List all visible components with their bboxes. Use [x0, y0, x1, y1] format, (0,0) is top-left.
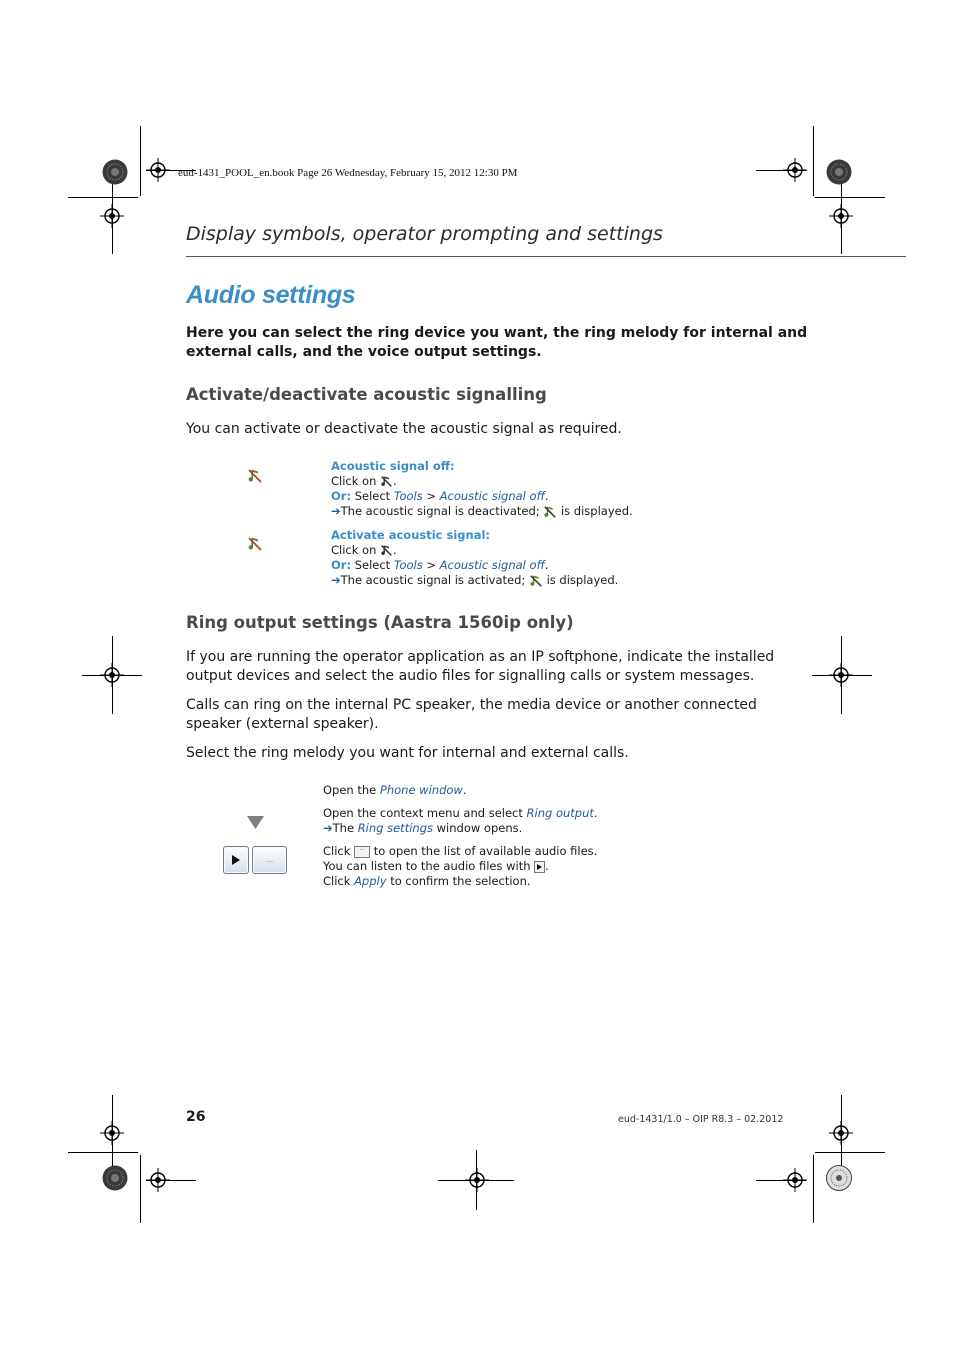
play-button[interactable] — [223, 846, 249, 874]
result-arrow-icon: ➔ — [331, 504, 341, 518]
step-open-phone-window — [323, 783, 466, 798]
result-arrow-icon: ➔ — [323, 821, 333, 835]
step-text: Select — [354, 558, 391, 572]
ref-phone-window: Phone window — [379, 783, 463, 797]
step-text: Click — [323, 844, 351, 858]
paragraph-line: If you are running the operator application as an IP softphone, indicate the installed — [186, 649, 775, 665]
registration-target-icon — [465, 1168, 489, 1192]
registration-target-icon — [829, 1121, 853, 1145]
section-heading-ring-output: Ring output settings (Aastra 1560ip only) — [186, 613, 574, 632]
crop-mark — [813, 1155, 814, 1223]
browse-audio-files-button[interactable] — [252, 846, 287, 874]
registration-target-icon — [100, 663, 124, 687]
step-result — [331, 573, 618, 588]
step-label: Acoustic signal off: — [331, 459, 455, 473]
play-icon — [232, 855, 240, 865]
crop-mark — [815, 1152, 885, 1153]
context-menu-triangle-icon[interactable] — [247, 816, 264, 829]
result-arrow-icon: ➔ — [331, 573, 341, 587]
step-text: . — [544, 489, 549, 503]
menu-ref-acoustic-off: Acoustic signal off — [439, 489, 545, 503]
ref-ring-settings: Ring settings — [357, 821, 433, 835]
step-line — [331, 489, 633, 504]
step-line — [331, 558, 618, 573]
chapter-title: Display symbols, operator prompting and settings — [186, 223, 663, 245]
step-text: The acoustic signal is deactivated; — [340, 504, 540, 518]
ellipsis-button-icon: ··· — [354, 846, 370, 858]
paragraph-line: speaker (external speaker). — [186, 716, 379, 732]
acoustic-signal-icon[interactable] — [247, 536, 263, 552]
or-label: Or: — [331, 558, 352, 572]
section-paragraph — [186, 696, 757, 734]
ref-apply: Apply — [354, 874, 387, 888]
step-text: Open the context menu and select — [323, 806, 523, 820]
color-rosette-icon — [102, 159, 128, 185]
step-line — [323, 874, 597, 889]
menu-separator: > — [426, 489, 437, 503]
menu-ref-tools: Tools — [393, 558, 423, 572]
crop-mark — [68, 1152, 138, 1153]
print-book-line: eud-1431_POOL_en.book Page 26 Wednesday, February 15, 2012 12:30 PM — [178, 167, 518, 179]
step-text: The — [332, 821, 355, 835]
registration-target-icon — [100, 1121, 124, 1145]
crop-mark — [68, 197, 138, 198]
step-label: Activate acoustic signal: — [331, 528, 490, 542]
registration-target-icon — [829, 663, 853, 687]
ellipsis-label: ... — [265, 855, 274, 864]
section-heading-acoustic: Activate/deactivate acoustic signalling — [186, 385, 547, 404]
step-line — [323, 806, 598, 821]
intro-text — [186, 324, 807, 362]
color-rosette-icon — [826, 1165, 852, 1191]
step-text: Click — [323, 874, 351, 888]
step-ring-output — [323, 806, 598, 836]
color-rosette-icon — [102, 1165, 128, 1191]
step-text: to open the list of available audio files. — [373, 844, 598, 858]
step-text: is displayed. — [546, 573, 619, 587]
step-text: The acoustic signal is activated; — [340, 573, 526, 587]
header-rule — [186, 256, 906, 257]
step-text: Open the — [323, 783, 377, 797]
intro-line: Here you can select the ring device you want, the ring melody for internal and — [186, 325, 808, 341]
crop-mark — [140, 126, 141, 196]
acoustic-signal-icon[interactable] — [247, 468, 263, 484]
menu-ref-acoustic-off: Acoustic signal off — [439, 558, 545, 572]
muted-signal-icon — [529, 574, 543, 588]
step-text: . — [545, 859, 549, 873]
step-text: Select — [354, 489, 391, 503]
step-text: . — [393, 474, 397, 488]
step-text: . — [544, 558, 549, 572]
step-text: . — [462, 783, 467, 797]
muted-signal-icon — [543, 505, 557, 519]
intro-line: external calls, and the voice output settings. — [186, 344, 542, 360]
acoustic-signal-icon — [380, 544, 393, 557]
step-line — [323, 859, 597, 874]
registration-target-icon — [100, 204, 124, 228]
step-text: Click on — [331, 474, 377, 488]
step-select-audio — [323, 844, 597, 889]
paragraph-line: output devices and select the audio files for signalling calls or system messages. — [186, 668, 755, 684]
step-result — [323, 821, 598, 836]
step-result — [331, 504, 633, 519]
step-text: is displayed. — [560, 504, 633, 518]
page-title: Audio settings — [186, 281, 356, 309]
step-line — [323, 844, 597, 859]
step-line — [331, 474, 633, 489]
paragraph-line: Calls can ring on the internal PC speaker, the media device or another connected — [186, 697, 757, 713]
or-label: Or: — [331, 489, 352, 503]
step-text: You can listen to the audio files with — [323, 859, 531, 873]
crop-mark — [815, 197, 885, 198]
registration-target-icon — [146, 1168, 170, 1192]
play-button-icon — [534, 861, 545, 873]
step-text: window opens. — [436, 821, 523, 835]
menu-separator: > — [426, 558, 437, 572]
registration-target-icon — [146, 158, 170, 182]
ref-ring-output: Ring output — [526, 806, 594, 820]
section-body: You can activate or deactivate the acoustic signal as required. — [186, 421, 622, 437]
step-text: . — [393, 543, 397, 557]
section-paragraph: Select the ring melody you want for internal and external calls. — [186, 745, 629, 761]
step-acoustic-off — [331, 459, 633, 519]
document-reference: eud-1431/1.0 – OIP R8.3 – 02.2012 — [618, 1114, 784, 1125]
section-paragraph — [186, 648, 774, 686]
registration-target-icon — [783, 1168, 807, 1192]
menu-ref-tools: Tools — [393, 489, 423, 503]
step-text: to confirm the selection. — [390, 874, 531, 888]
registration-target-icon — [829, 204, 853, 228]
registration-target-icon — [783, 158, 807, 182]
crop-mark — [813, 126, 814, 196]
step-line — [331, 543, 618, 558]
step-text: Click on — [331, 543, 377, 557]
crop-mark — [140, 1155, 141, 1223]
color-rosette-icon — [826, 159, 852, 185]
acoustic-signal-icon — [380, 475, 393, 488]
step-acoustic-on — [331, 528, 618, 588]
page-number: 26 — [186, 1109, 206, 1125]
step-text: . — [593, 806, 598, 820]
